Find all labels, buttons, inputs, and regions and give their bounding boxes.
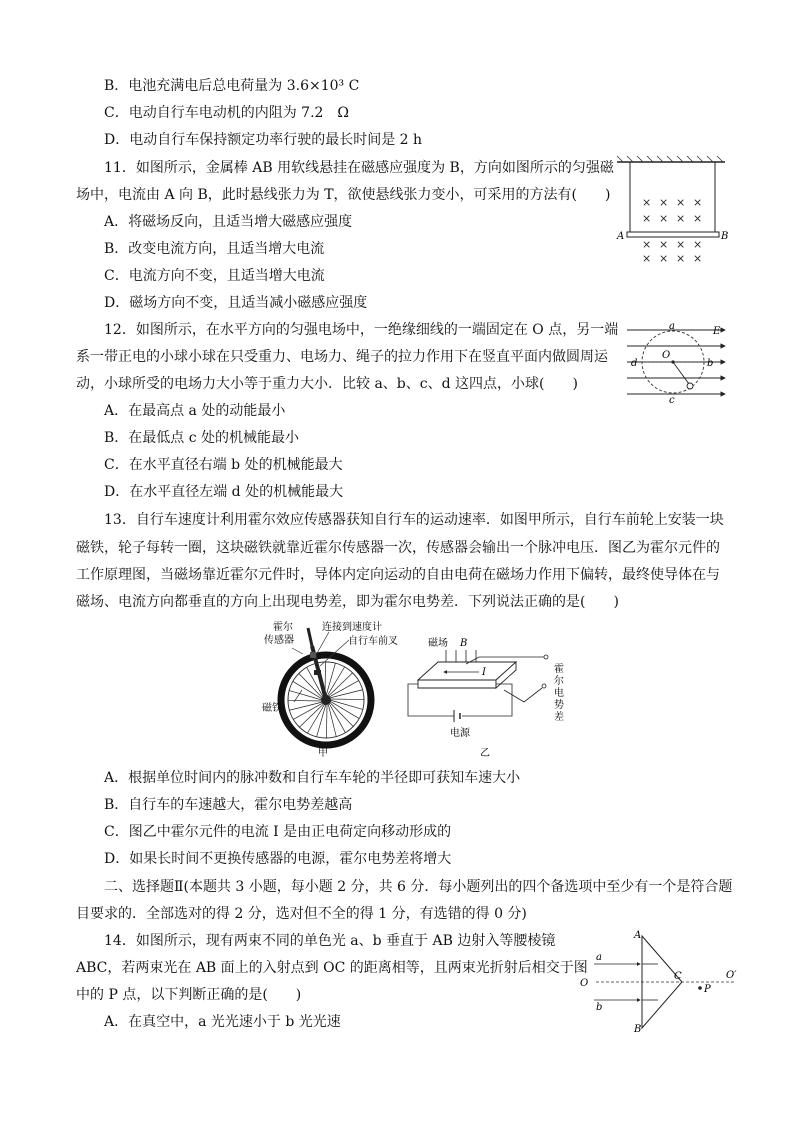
q13-stem-line-1: 13．自行车速度计利用霍尔效应传感器获知自行车的运动速率．如图甲所示，自行车前轮上安装一块 [104, 512, 724, 528]
q13-figure-jia [254, 618, 404, 758]
q11-stem-line-2: 场中，电流由 A 向 B，此时悬线张力为 T，欲使悬线张力变小，可采用的方法有( ) [76, 187, 611, 203]
q14-label-b: B [634, 1024, 642, 1034]
q12-label-a: a [669, 321, 675, 332]
q14-label-p: P [704, 984, 711, 995]
q11-label-a: A [617, 231, 625, 242]
q13-jia-meter: 连接到速度计 [322, 622, 382, 633]
q13-jia-fork: 自行车前叉 [348, 636, 398, 647]
q13-jia-sensor: 霍尔 [273, 622, 293, 633]
field-cross-icon: × [693, 196, 703, 209]
q14-option-a: A．在真空中，a 光光速小于 b 光光速 [104, 1014, 341, 1030]
q14-label-o2: O′ [726, 970, 737, 981]
wheel-spoke [307, 704, 325, 733]
q12-label-d: d [631, 358, 638, 369]
q12-option-a: A．在最高点 a 处的动能最小 [104, 403, 286, 419]
section2-heading-line-1: 二、选择题Ⅱ(本题共 3 小题，每小题 2 分，共 6 分．每小题列出的四个备选项中至少有一个是符合题 [104, 879, 733, 895]
q12-label-o: O [662, 350, 671, 361]
q12-label-b: b [707, 358, 714, 369]
q13-option-c: C．图乙中霍尔元件的电流 I 是由正电荷定向移动形成的 [104, 824, 452, 840]
q10-option-c: C．电动自行车电动机的内阻为 7.2 Ω [104, 105, 350, 121]
q12-stem-line-1: 12．如图所示，在水平方向的匀强电场中，一绝缘细线的一端固定在 O 点，另一端 [104, 322, 619, 338]
q13-yi-hall-2: 尔 [554, 676, 564, 687]
wheel-spoke [288, 700, 322, 701]
q13-stem-line-2: 磁铁，轮子每转一圈，这块磁铁就靠近霍尔传感器一次，传感器会输出一个脉冲电压．图乙为霍尔元件的 [76, 540, 720, 556]
wheel-spoke [330, 701, 359, 719]
q13-option-b: B．自行车的车速越大，霍尔电势差越高 [104, 797, 353, 813]
q13-jia-sensor2: 传感器 [264, 635, 294, 646]
field-cross-icon: × [693, 252, 703, 265]
wheel-spoke [326, 704, 327, 738]
q12-stem-line-2: 系一带正电的小球小球在只受重力、电场力、绳子的拉力作用下在竖直平面内做圆周运 [76, 349, 608, 365]
q11-option-c: C．电流方向不变，且适当增大电流 [104, 268, 325, 284]
q12-label-c: c [669, 395, 675, 404]
q14-label-c: C [674, 971, 682, 982]
field-cross-icon: × [676, 252, 686, 265]
q13-jia-caption: 甲 [318, 748, 328, 758]
field-cross-icon: × [659, 238, 669, 251]
field-cross-icon: × [659, 212, 669, 225]
q13-yi-power: 电源 [450, 728, 470, 739]
q13-yi-hall-1: 霍 [554, 664, 564, 675]
q13-jia-magnet: 磁铁 [262, 703, 282, 714]
q13-yi-hall-4: 势 [554, 700, 564, 711]
q11-option-d: D．磁场方向不变，且适当减小磁感应强度 [104, 295, 368, 311]
field-cross-icon: × [659, 252, 669, 265]
q12-option-c: C．在水平直径右端 b 处的机械能最大 [104, 457, 343, 473]
field-cross-icon: × [659, 196, 669, 209]
q12-option-d: D．在水平直径左端 d 处的机械能最大 [104, 484, 344, 500]
q12-option-b: B．在最低点 c 处的机械能最小 [104, 430, 300, 446]
q14-ray-b: b [596, 1002, 603, 1013]
q14-label-a: A [634, 930, 642, 941]
q10-option-b: B．电池充满电后总电荷量为 3.6×10³ C [104, 78, 360, 94]
q13-yi-hall-3: 电 [554, 688, 564, 699]
q14-label-o: O [580, 978, 589, 989]
q13-yi-field: 磁场 [428, 638, 448, 649]
q14-stem-line-1: 14．如图所示，现有两束不同的单色光 a、b 垂直于 AB 边射入等腰棱镜 [104, 933, 556, 949]
field-cross-icon: × [676, 238, 686, 251]
field-cross-icon: × [676, 196, 686, 209]
wheel-spoke [293, 681, 322, 699]
field-cross-icon: × [642, 238, 652, 251]
section2-heading-line-2: 目要求的．全部选对的得 2 分，选对但不全的得 1 分，有选错的得 0 分) [76, 906, 527, 922]
q14-stem-line-2: ABC，若两束光在 AB 面上的入射点到 OC 的距离相等，且两束光折射后相交于图 [76, 960, 588, 976]
q11-stem-line-1: 11．如图所示，金属棒 AB 用软线悬挂在磁感应强度为 B，方向如图所示的匀强磁 [104, 160, 614, 176]
q13-option-d: D．如果长时间不更换传感器的电源，霍尔电势差将增大 [104, 851, 452, 867]
q11-figure [615, 150, 730, 270]
q12-label-e: E [713, 326, 721, 337]
q13-yi-caption: 乙 [480, 748, 490, 758]
q13-yi-i: I [482, 667, 486, 678]
q14-ray-a: a [596, 952, 602, 963]
q14-stem-line-3: 中的 P 点，以下判断正确的是( ) [76, 987, 302, 1003]
q10-option-d: D．电动自行车保持额定功率行驶的最长时间是 2 h [104, 132, 423, 148]
q14-figure [576, 928, 742, 1034]
q13-figure-yi [404, 632, 579, 758]
q13-stem-line-4: 磁场、电流方向都垂直的方向上出现电势差，即为霍尔电势差．下列说法正确的是( ) [76, 594, 619, 610]
field-cross-icon: × [642, 252, 652, 265]
q13-yi-hall-5: 差 [554, 712, 564, 723]
q13-stem-line-3: 工作原理图，当磁场靠近霍尔元件时，导体内定向运动的自由电荷在磁场力作用下偏转，最终使导体在与 [76, 567, 720, 583]
field-cross-icon: × [642, 196, 652, 209]
q11-option-b: B．改变电流方向，且适当增大电流 [104, 241, 325, 257]
wheel-spoke [330, 699, 364, 700]
q12-figure [625, 318, 731, 404]
wheel-spoke [327, 667, 345, 696]
q13-option-a: A．根据单位时间内的脉冲数和自行车车轮的半径即可获知车速大小 [104, 770, 521, 786]
field-cross-icon: × [693, 212, 703, 225]
q13-yi-b: B [460, 638, 468, 649]
q11-option-a: A．将磁场反向，且适当增大磁感应强度 [104, 214, 353, 230]
field-cross-icon: × [642, 212, 652, 225]
field-cross-icon: × [693, 238, 703, 251]
q12-stem-line-3: 动，小球所受的电场力大小等于重力大小．比较 a、b、c、d 这四点，小球( ) [76, 376, 578, 392]
q11-label-b: B [721, 231, 729, 242]
field-cross-icon: × [676, 212, 686, 225]
